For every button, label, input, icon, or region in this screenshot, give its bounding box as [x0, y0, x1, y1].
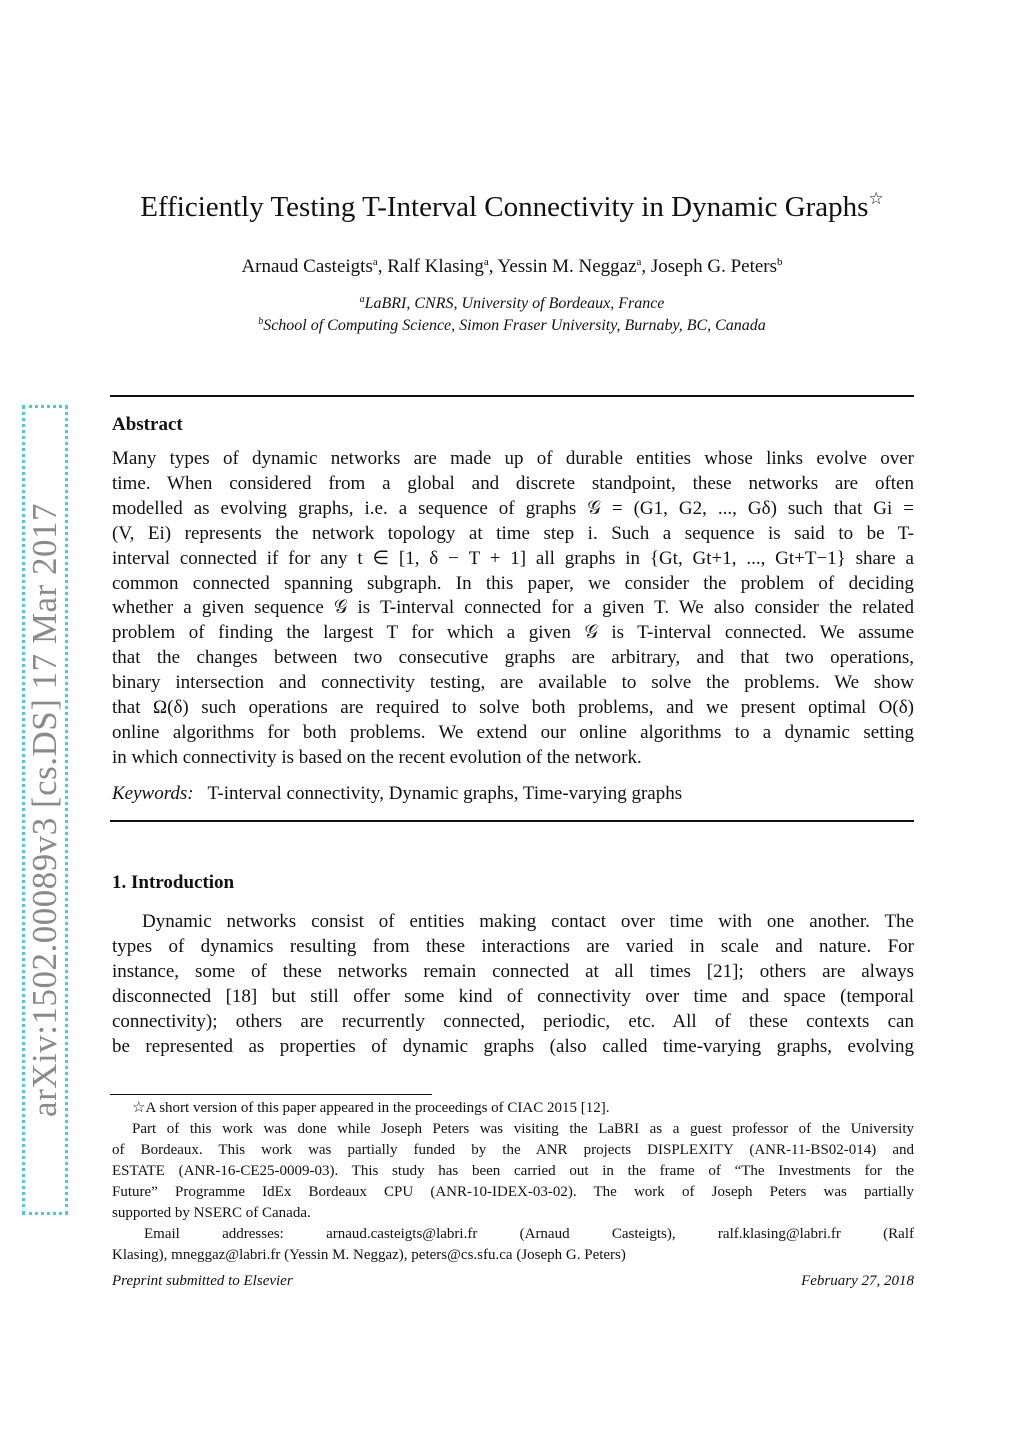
author-list: Arnaud Casteigts$^a$, Ralf Klasing$^a$, Yessin M. Neggaz$^a$, Joseph G. Peters$^b$	[241, 256, 783, 277]
abstract-line: that Ω(δ) such operations are required to solve both problems, and we present optimal O(δ)	[112, 697, 914, 719]
abstract-heading: Abstract	[112, 414, 183, 435]
footnote-line: supported by NSERC of Canada.	[112, 1205, 311, 1221]
affiliation-text: LaBRI, CNRS, University of Bordeaux, France	[364, 295, 665, 312]
preprint-date: February 27, 2018	[801, 1273, 914, 1289]
paper-title-text: Efficiently Testing T-Interval Connectivity in Dynamic Graphs	[140, 191, 869, 223]
keywords-label: Keywords:	[112, 783, 194, 804]
introduction-line: instance, some of these networks remain connected at all times [21]; others are always	[112, 960, 914, 982]
introduction-heading: 1. Introduction	[112, 872, 235, 893]
introduction-line: connectivity); others are recurrently connected, periodic, etc. All of these contexts can	[112, 1010, 914, 1032]
footnote-line: ☆A short version of this paper appeared in the proceedings of CIAC 2015 [12].	[132, 1100, 610, 1116]
abstract-line: modelled as evolving graphs, i.e. a sequence of graphs 𝒢 = (G1, G2, ..., Gδ) such that Gi =	[112, 497, 914, 519]
introduction-line: Dynamic networks consist of entities making contact over time with one another. The	[142, 911, 914, 932]
keywords-text: T-interval connectivity, Dynamic graphs, Time-varying graphs	[207, 783, 683, 804]
footnote-line: Future” Programme IdEx Bordeaux CPU (ANR-10-IDEX-03-02). The work of Joseph Peters was partially	[112, 1184, 914, 1200]
abstract-line: interval connected if for any t ∈ [1, δ − T + 1] all graphs in {Gt, Gt+1, ..., Gt+T−1} share a	[112, 547, 914, 569]
affiliation-text: School of Computing Science, Simon Fraser University, Burnaby, BC, Canada	[263, 317, 766, 334]
author-affiliation-mark: a	[372, 256, 378, 268]
abstract-line: Many types of dynamic networks are made up of durable entities whose links evolve over	[112, 448, 914, 469]
abstract-line: in which connectivity is based on the recent evolution of the network.	[112, 746, 642, 768]
footnote-line: ESTATE (ANR-16-CE25-0009-03). This study has been carried out in the frame of “The Investments for the	[112, 1163, 914, 1179]
affiliation-mark: b	[258, 316, 264, 327]
abstract-line: whether a given sequence 𝒢 is T-interval connected for a given T. We also consider the related	[112, 597, 914, 619]
author-affiliation-mark: b	[777, 256, 783, 268]
preprint-note: Preprint submitted to Elsevier	[112, 1273, 293, 1289]
abstract-top-rule	[110, 395, 914, 397]
author-name: Ralf Klasing	[387, 256, 484, 277]
author-affiliation-mark: a	[483, 256, 489, 268]
abstract-body	[112, 447, 914, 771]
keywords	[112, 783, 682, 805]
introduction-line: types of dynamics resulting from these interactions are varied in scale and nature. For	[112, 935, 914, 957]
arxiv-identifier-text: arXiv:1502.00089v3 [cs.DS] 17 Mar 2017	[25, 503, 64, 1117]
affiliation-a	[100, 294, 924, 313]
affiliation-mark: a	[359, 294, 365, 305]
introduction-line: be represented as properties of dynamic graphs (also called time-varying graphs, evolving	[112, 1035, 914, 1057]
author-name: Yessin M. Neggaz	[497, 256, 637, 277]
footnote-rule	[110, 1094, 432, 1095]
author-affiliation-mark: a	[636, 256, 642, 268]
abstract-line: binary intersection and connectivity testing, are available to solve the problems. We show	[112, 672, 914, 694]
footnote-email-line[interactable]: Email addresses: arnaud.casteigts@labri.fr (Arnaud Casteigts), ralf.klasing@labri.fr (Ralf	[144, 1226, 914, 1242]
footnote-email-line[interactable]: Klasing), mneggaz@labri.fr (Yessin M. Neggaz), peters@cs.sfu.ca (Joseph G. Peters)	[112, 1247, 626, 1263]
author-name: Joseph G. Peters	[650, 256, 778, 277]
abstract-line: that the changes between two consecutive graphs are arbitrary, and that two operations,	[112, 647, 914, 669]
abstract-line: time. When considered from a global and discrete standpoint, these networks are often	[112, 472, 914, 494]
arxiv-identifier-stamp[interactable]	[22, 405, 68, 1215]
introduction-line: disconnected [18] but still offer some kind of connectivity over time and space (temporal	[112, 985, 914, 1007]
footnotes	[112, 1098, 914, 1266]
paper-title	[100, 189, 924, 224]
title-footnote-mark[interactable]: ☆	[868, 189, 884, 208]
introduction-body	[112, 910, 914, 1059]
abstract-bottom-rule	[110, 820, 914, 822]
footnote-line: Part of this work was done while Joseph Peters was visiting the LaBRI as a guest professor of the University	[132, 1121, 914, 1137]
author-name: Arnaud Casteigts	[241, 256, 373, 277]
abstract-line: problem of finding the largest T for which a given 𝒢 is T-interval connected. We assume	[112, 622, 914, 644]
abstract-line: common connected spanning subgraph. In this paper, we consider the problem of deciding	[112, 572, 914, 594]
footnote-line: of Bordeaux. This work was partially funded by the ANR projects DISPLEXITY (ANR-11-BS02-014) and	[112, 1142, 914, 1158]
abstract-line: online algorithms for both problems. We extend our online algorithms to a dynamic setting	[112, 721, 914, 743]
abstract-line: (V, Ei) represents the network topology at time step i. Such a sequence is said to be T-	[112, 522, 914, 544]
affiliation-b	[100, 316, 924, 335]
